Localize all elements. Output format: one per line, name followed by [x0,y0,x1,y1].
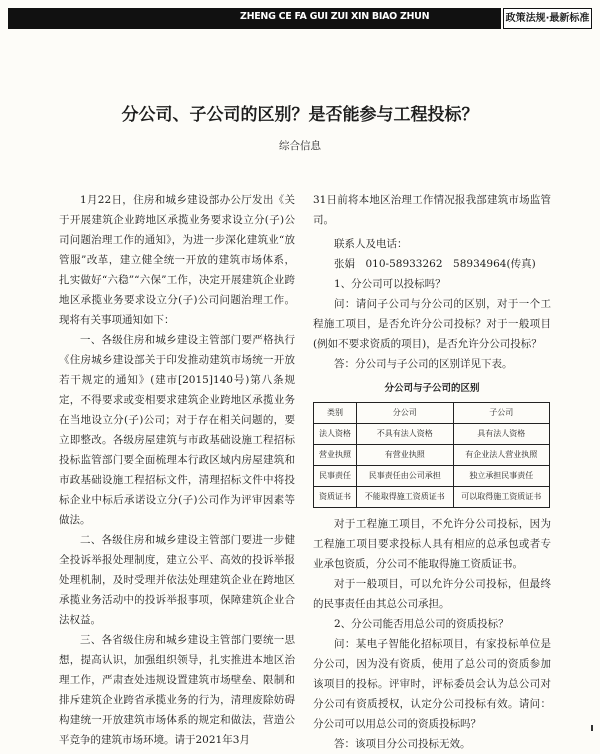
contact-label: 联系人及电话： [334,238,408,250]
article-title: 分公司、子公司的区别？是否能参与工程投标？ [121,105,479,125]
section-tag: 政策法规·最新标准 [503,8,592,29]
header-pinyin: ZHENG CE FA GUI ZUI XIN BIAO ZHUN [240,11,430,22]
question-1-text: 问：请问子公司与分公司的区别，对于一个工程施工项目，是否允许分公司投标？对于一般项目(例如不要求资质的项目)，是否允许分公司投标？ [313,298,551,350]
table-header-cell: 分公司 [357,403,454,424]
table-cell: 资质证书 [314,487,357,508]
comparison-table [313,402,550,508]
table-header-cell: 子公司 [453,403,550,424]
question-heading-1: 1、分公司可以投标吗？ [334,278,446,290]
paragraph-point-1: 一、各级住房和城乡建设主管部门要严格执行《住房城乡建设部关于印发推动建筑市场统一开放若干规定的通知》(建市[2015]140号)第八条规定，不得要求或变相要求建筑企业跨地区承揽业务在当地设立分(子)公司；对于存在相关问题的，要立即整改。各级房屋建筑与市政基础设施工程招标投标监管部门要全面梳理本行政区域内房屋建筑和市政基础设施工程招标文件，清理招标文件中将投标企业中标后承诺设立分(子)公司作为评审因素等做法。 [59,334,295,526]
table-cell: 独立承担民事责任 [453,466,550,487]
table-row [314,445,550,466]
table-row [314,466,550,487]
paragraph-after-table-2: 对于一般项目，可以允许分公司投标，但最终的民事责任由其总公司承担。 [313,578,551,610]
article-source: 综合信息 [279,140,321,152]
paragraph-point-2: 二、各级住房和城乡建设主管部门要进一步健全投诉举报处理制度，建立公平、高效的投诉举报处理机制，及时受理并依法处理建筑企业在跨地区承揽业务活动中的投诉举报事项，保障建筑企业合法权益。 [59,534,295,626]
table-row [314,424,550,445]
table-cell: 具有法人资格 [453,424,550,445]
answer-1-text: 答：分公司与子公司的区别详见下表。 [334,358,513,370]
question-heading-2: 2、分公司能否用总公司的资质投标？ [334,618,509,630]
table-cell: 不能取得施工资质证书 [357,487,454,508]
question-2-text: 问：某电子智能化招标项目，有家投标单位是分公司，因为没有资质，使用了总公司的资质参加该项目的投标。评审时，评标委员会认为总公司对分公司有资质授权，认定分公司投标有效。请问：分公司可以用总公司的资质投标吗？ [313,638,551,730]
table-cell: 法人资格 [314,424,357,445]
table-cell: 可以取得施工资质证书 [453,487,550,508]
answer-2-text: 答：该项目分公司投标无效。 [334,738,471,750]
contact-info: 张娟 010-58933262 58934964(传真) [334,258,536,270]
left-column [59,190,295,750]
table-cell: 民事责任 [314,466,357,487]
page-edge-mark [591,725,593,731]
paragraph-continuation: 31日前将本地区治理工作情况报我部建筑市场监管司。 [313,194,551,226]
table-cell: 民事责任由公司承担 [357,466,454,487]
table-cell: 有营业执照 [357,445,454,466]
table-header-row [314,403,550,424]
table-header-cell: 类别 [314,403,357,424]
paragraph-after-table-1: 对于工程施工项目，不允许分公司投标，因为工程施工项目要求投标人具有相应的总承包或者专业承包资质，分公司不能取得施工资质证书。 [313,518,551,570]
table-cell: 有企业法人营业执照 [453,445,550,466]
paragraph-point-3: 三、各省级住房和城乡建设主管部门要统一思想，提高认识，加强组织领导，扎实推进本地区治理工作，严肃查处违规设置建筑市场壁垒、限制和排斥建筑企业跨省承揽业务的行为，清理废除妨碍构建统一开放建筑市场体系的规定和做法，营造公平竞争的建筑市场环境。请于2021年3月 [59,634,295,746]
table-cell: 不具有法人资格 [357,424,454,445]
right-column [313,190,551,754]
table-row [314,487,550,508]
table-cell: 营业执照 [314,445,357,466]
table-title: 分公司与子公司的区别 [384,383,480,394]
paragraph-intro: 1月22日，住房和城乡建设部办公厅发出《关于开展建筑企业跨地区承揽业务要求设立分(子)公司问题治理工作的通知》，为进一步深化建筑业“放管服”改革，建立健全统一开放的建筑市场体系，扎实做好“六稳”“六保”工作，决定开展建筑企业跨地区承揽业务要求设立分(子)公司问题治理工作。现将有关事项通知如下： [59,194,295,326]
